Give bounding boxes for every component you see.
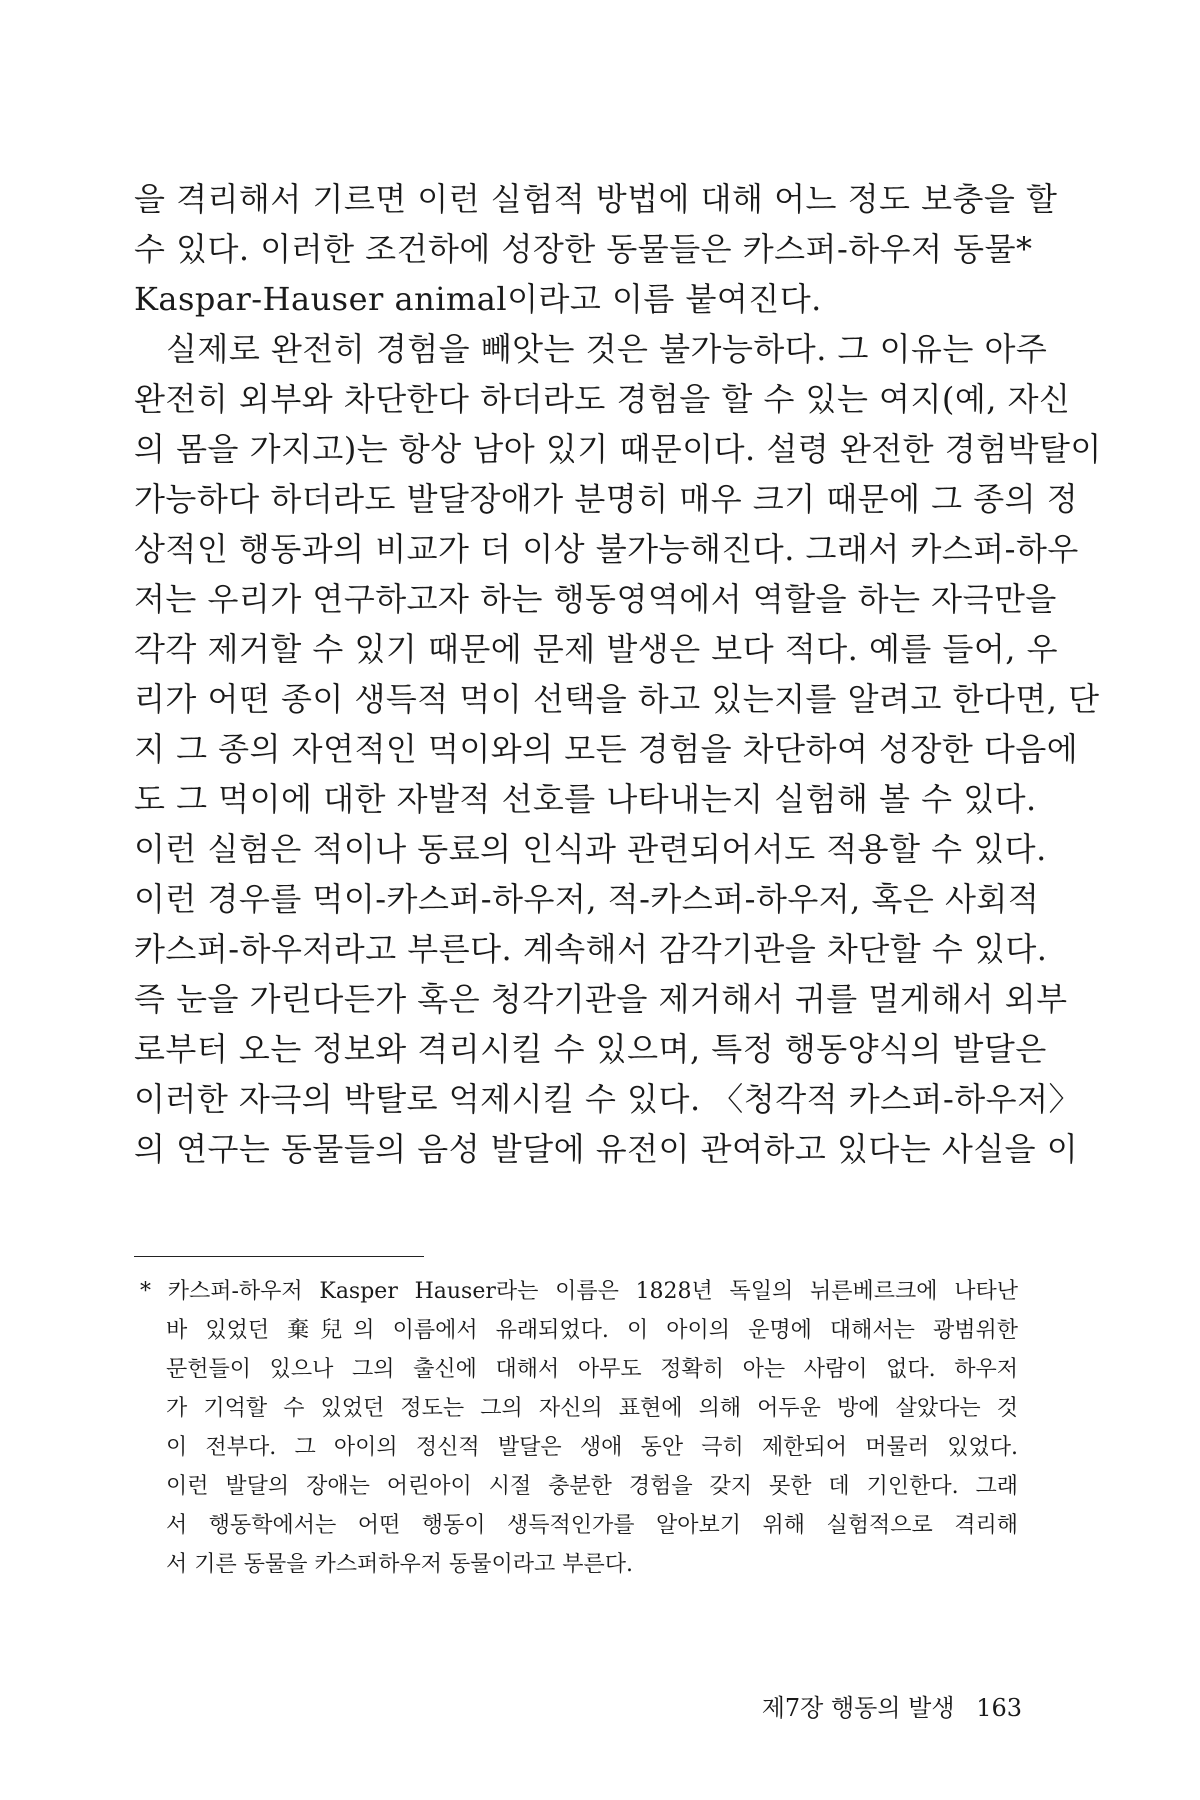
footnote-line: * 카스퍼-하우저 Kasper Hauser라는 이름은 1828년 독일의 뉘른베르크에 나타난 bbox=[140, 1279, 1018, 1304]
body-line: 저는 우리가 연구하고자 하는 행동영역에서 역할을 하는 자극만을 bbox=[134, 580, 1057, 618]
body-line: 이런 실험은 적이나 동료의 인식과 관련되어서도 적용할 수 있다. bbox=[134, 830, 1047, 868]
footnote-line: 문헌들이 있으나 그의 출신에 대해서 아무도 정확히 아는 사람이 없다. 하우저 bbox=[166, 1357, 1018, 1382]
body-line: 즉 눈을 가린다든가 혹은 청각기관을 제거해서 귀를 멀게해서 외부 bbox=[134, 980, 1068, 1018]
footnote-line: 이 전부다. 그 아이의 정신적 발달은 생애 동안 극히 제한되어 머물러 있었다. bbox=[166, 1435, 1018, 1460]
page-footer bbox=[762, 1688, 1022, 1723]
body-line: 지 그 종의 자연적인 먹이와의 모든 경험을 차단하여 성장한 다음에 bbox=[134, 730, 1079, 768]
body-line: 실제로 완전히 경험을 빼앗는 것은 불가능하다. 그 이유는 아주 bbox=[166, 330, 1048, 368]
body-line: 카스퍼-하우저라고 부른다. 계속해서 감각기관을 차단할 수 있다. bbox=[134, 930, 1048, 968]
body-line: 가능하다 하더라도 발달장애가 분명히 매우 크기 때문에 그 종의 정 bbox=[134, 480, 1079, 518]
footnote bbox=[140, 1272, 1018, 1584]
body-line: 상적인 행동과의 비교가 더 이상 불가능해진다. 그래서 카스퍼-하우 bbox=[134, 530, 1079, 568]
body-line: 을 격리해서 기르면 이런 실험적 방법에 대해 어느 정도 보충을 할 bbox=[134, 180, 1058, 218]
body-line: 도 그 먹이에 대한 자발적 선호를 나타내는지 실험해 볼 수 있다. bbox=[134, 780, 1037, 818]
body-line: 각각 제거할 수 있기 때문에 문제 발생은 보다 적다. 예를 들어, 우 bbox=[134, 630, 1059, 668]
body-line: 수 있다. 이러한 조건하에 성장한 동물들은 카스퍼-하우저 동물* bbox=[134, 230, 1033, 268]
body-text bbox=[134, 174, 1102, 1174]
body-line: Kaspar-Hauser animal이라고 이름 붙여진다. bbox=[134, 280, 822, 318]
body-line: 로부터 오는 정보와 격리시킬 수 있으며, 특정 행동양식의 발달은 bbox=[134, 1030, 1047, 1068]
page-number: 163 bbox=[976, 1694, 1022, 1722]
running-footer-chapter: 제7장 행동의 발생 bbox=[761, 1694, 955, 1722]
footnote-line: 바 있었던 棄兒의 이름에서 유래되었다. 이 아이의 운명에 대해서는 광범위한 bbox=[166, 1318, 1018, 1343]
footnote-line: 서 행동학에서는 어떤 행동이 생득적인가를 알아보기 위해 실험적으로 격리해 bbox=[166, 1513, 1018, 1538]
body-line: 의 몸을 가지고)는 항상 남아 있기 때문이다. 설령 완전한 경험박탈이 bbox=[134, 430, 1102, 468]
body-line: 이러한 자극의 박탈로 억제시킬 수 있다. 〈청각적 카스퍼-하우저〉 bbox=[134, 1080, 1081, 1118]
footnote-line: 이런 발달의 장애는 어린아이 시절 충분한 경험을 갖지 못한 데 기인한다. 그래 bbox=[166, 1474, 1018, 1499]
body-line: 이런 경우를 먹이-카스퍼-하우저, 적-카스퍼-하우저, 혹은 사회적 bbox=[134, 880, 1040, 918]
body-line: 리가 어떤 종이 생득적 먹이 선택을 하고 있는지를 알려고 한다면, 단 bbox=[134, 680, 1100, 718]
body-line: 완전히 외부와 차단한다 하더라도 경험을 할 수 있는 여지(예, 자신 bbox=[134, 380, 1071, 418]
footnote-line: 가 기억할 수 있었던 정도는 그의 자신의 표현에 의해 어두운 방에 살았다는 것 bbox=[166, 1396, 1018, 1421]
footnote-line: 서 기른 동물을 카스퍼하우저 동물이라고 부른다. bbox=[166, 1552, 634, 1577]
footnote-divider bbox=[134, 1256, 424, 1257]
body-line: 의 연구는 동물들의 음성 발달에 유전이 관여하고 있다는 사실을 이 bbox=[134, 1130, 1079, 1168]
